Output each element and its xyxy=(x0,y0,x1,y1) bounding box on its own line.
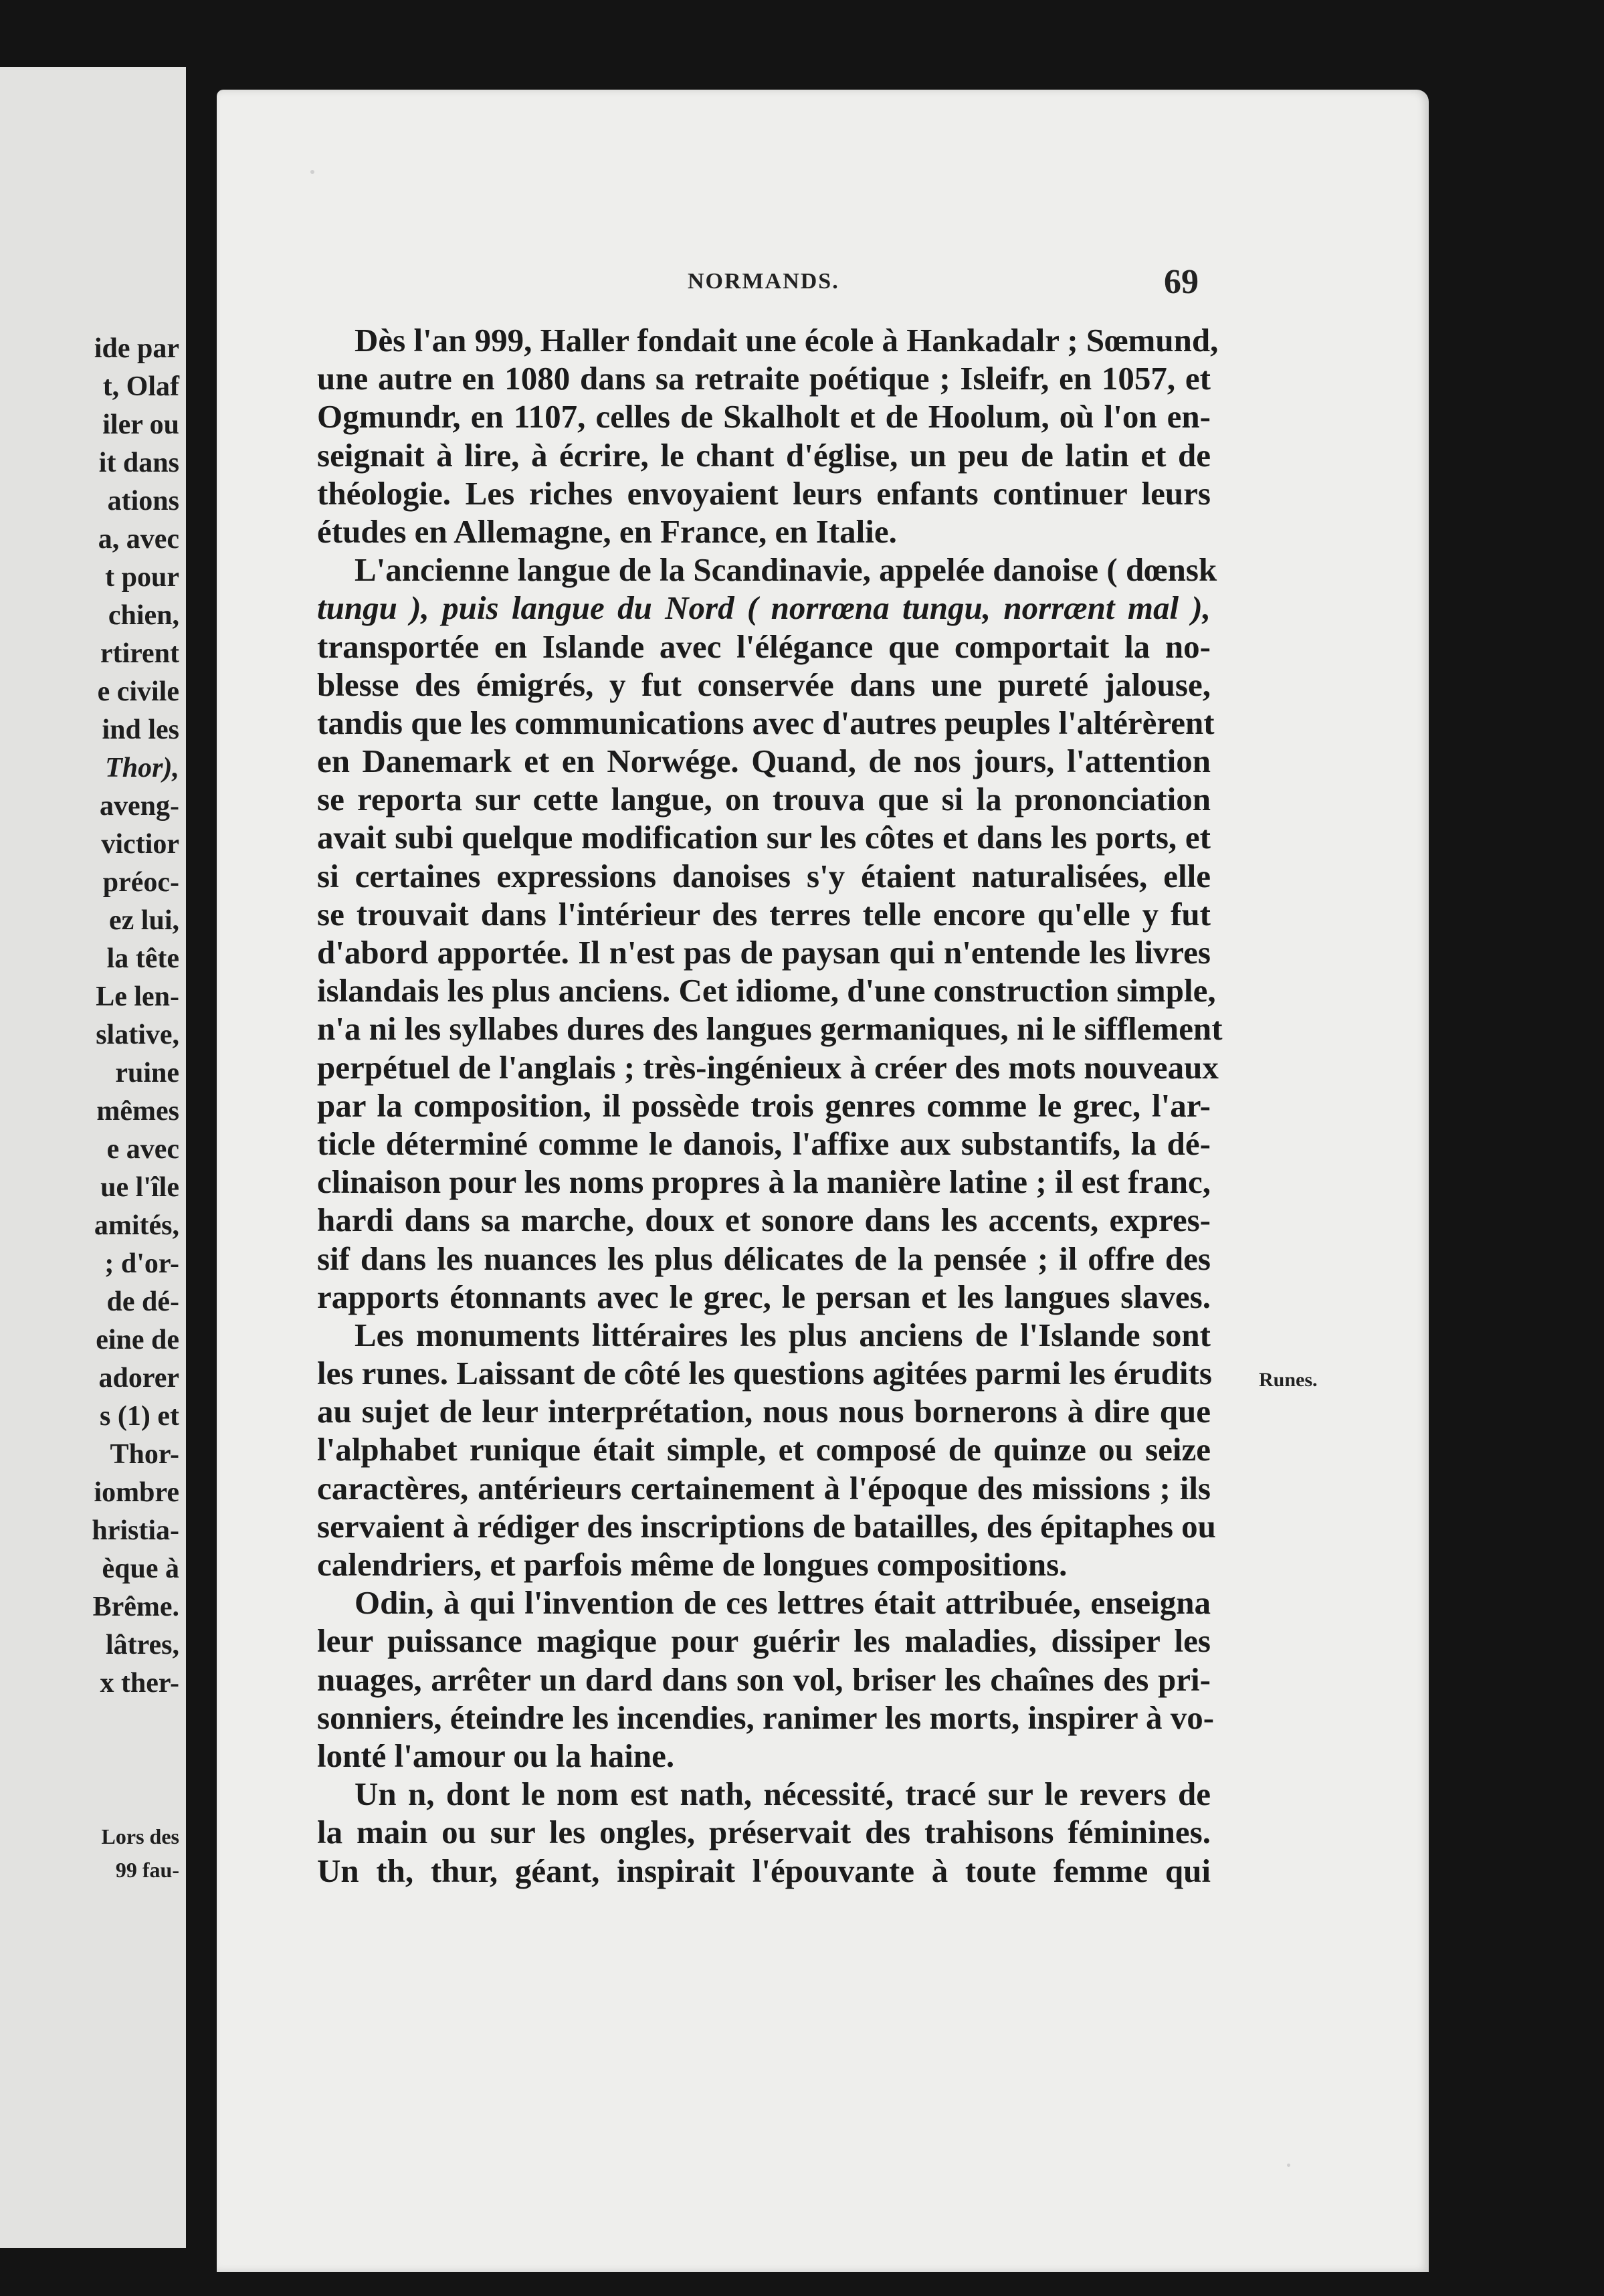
left-fragment: iler ou xyxy=(102,409,179,440)
left-fragment: ; d'or- xyxy=(104,1248,179,1279)
text-line: Dès l'an 999, Haller fondait une école à Hankadalr ; Sœmund, xyxy=(355,322,1219,359)
left-fragment: Le len- xyxy=(96,981,179,1012)
left-fragment: rtirent xyxy=(100,638,179,669)
left-fragment: t pour xyxy=(105,562,179,593)
text-line: sif dans les nuances les plus délicates de la pensée ; il offre des xyxy=(317,1240,1211,1277)
left-fragment: ez lui, xyxy=(109,905,179,936)
text-line: nuages, arrêter un dard dans son vol, briser les chaînes des pri- xyxy=(317,1660,1211,1698)
left-fragment: a, avec xyxy=(98,524,179,555)
left-fragment: adorer xyxy=(98,1363,179,1394)
text-line: se trouvait dans l'intérieur des terres telle encore qu'elle y fut xyxy=(317,895,1211,933)
left-fragment: ide par xyxy=(94,333,179,364)
text-line: Les monuments littéraires les plus anciens de l'Islande sont xyxy=(355,1316,1211,1353)
left-footnote-fragment: 99 fau- xyxy=(115,1858,179,1882)
running-title: NORMANDS. xyxy=(688,269,839,294)
left-fragment: e avec xyxy=(106,1134,179,1165)
page-number: 69 xyxy=(1164,263,1199,301)
left-fragment: x ther- xyxy=(100,1668,179,1699)
left-fragment: chien, xyxy=(108,600,179,631)
text-line: la main ou sur les ongles, préservait des trahisons féminines. xyxy=(317,1814,1211,1851)
left-fragment: Brême. xyxy=(92,1592,179,1622)
left-fragment: la tête xyxy=(106,943,179,974)
text-line: tandis que les communications avec d'autres peuples l'altérèrent xyxy=(317,704,1215,741)
text-line: leur puissance magique pour guérir les maladies, dissiper les xyxy=(317,1622,1211,1660)
text-line: études en Allemagne, en France, en Italie. xyxy=(317,512,897,550)
left-footnote-fragment: Lors des xyxy=(101,1824,179,1848)
text-line: par la composition, il possède trois genres comme le grec, l'ar- xyxy=(317,1086,1211,1124)
left-fragment: préoc- xyxy=(102,867,179,898)
text-line: lonté l'amour ou la haine. xyxy=(317,1737,675,1774)
left-fragment: de dé- xyxy=(106,1286,179,1317)
text-line: si certaines expressions danoises s'y étaient naturalisées, elle xyxy=(317,857,1211,894)
previous-page-edge xyxy=(0,67,186,2248)
text-line: l'alphabet runique était simple, et composé de quinze ou seize xyxy=(317,1431,1211,1468)
text-line: en Danemark et en Norwége. Quand, de nos jours, l'attention xyxy=(317,743,1211,780)
text-line: caractères, antérieurs certainement à l'époque des missions ; ils xyxy=(317,1469,1211,1507)
text-line: avait subi quelque modification sur les côtes et dans les ports, et xyxy=(317,819,1211,856)
text-line: Un n, dont le nom est nath, nécessité, tracé sur le revers de xyxy=(355,1776,1211,1813)
left-fragment: it dans xyxy=(98,448,179,478)
text-line: transportée en Islande avec l'élégance que comportait la no- xyxy=(317,628,1211,665)
text-line: blesse des émigrés, y fut conservée dans une pureté jalouse, xyxy=(317,666,1211,703)
left-fragment: iombre xyxy=(94,1477,179,1508)
text-line: au sujet de leur interprétation, nous nous bornerons à dire que xyxy=(317,1393,1211,1430)
text-line: rapports étonnants avec le grec, le persan et les langues slaves. xyxy=(317,1278,1211,1315)
left-fragment: eine de xyxy=(96,1325,179,1355)
text-line: théologie. Les riches envoyaient leurs enfants continuer leurs xyxy=(317,474,1211,512)
text-line: clinaison pour les noms propres à la manière latine ; il est franc, xyxy=(317,1163,1211,1201)
text-line: L'ancienne langue de la Scandinavie, appelée danoise ( dœnsk xyxy=(355,551,1217,589)
left-fragment: ations xyxy=(107,486,179,516)
margin-note: Runes. xyxy=(1259,1369,1318,1391)
text-line: Un th, thur, géant, inspirait l'épouvante à toute femme qui xyxy=(317,1852,1211,1889)
left-fragment: Thor- xyxy=(110,1439,179,1470)
left-fragment: ind les xyxy=(102,714,179,745)
text-line: ticle déterminé comme le danois, l'affixe aux substantifs, la dé- xyxy=(317,1125,1211,1162)
left-fragment: slative, xyxy=(96,1020,179,1050)
text-line: d'abord apportée. Il n'est pas de paysan qui n'entende les livres xyxy=(317,934,1211,971)
left-fragment: Thor), xyxy=(105,753,179,783)
text-line: seignait à lire, à écrire, le chant d'église, un peu de latin et de xyxy=(317,436,1211,474)
text-line: Ogmundr, en 1107, celles de Skalholt et de Hoolum, où l'on en- xyxy=(317,398,1211,436)
left-fragment: amités, xyxy=(94,1210,179,1241)
text-line: les runes. Laissant de côté les questions agitées parmi les érudits xyxy=(317,1355,1212,1392)
left-fragment: ruine xyxy=(115,1058,179,1088)
left-fragment: t, Olaf xyxy=(102,371,179,402)
text-line: sonniers, éteindre les incendies, ranimer les morts, inspirer à vo- xyxy=(317,1699,1215,1736)
left-fragment: ue l'île xyxy=(100,1172,179,1203)
left-fragment: e civile xyxy=(97,676,179,707)
text-line: servaient à rédiger des inscriptions de batailles, des épitaphes ou xyxy=(317,1507,1216,1545)
body-text xyxy=(317,321,1223,1890)
text-line: calendriers, et parfois même de longues compositions. xyxy=(317,1546,1068,1583)
text-line: se reporta sur cette langue, on trouva que si la prononciation xyxy=(317,781,1211,818)
left-fragment: hristia- xyxy=(92,1515,179,1546)
left-fragment: mêmes xyxy=(96,1096,179,1127)
text-line: une autre en 1080 dans sa retraite poétique ; Isleifr, en 1057, et xyxy=(317,360,1211,397)
left-fragment: s (1) et xyxy=(100,1401,179,1432)
text-line: Odin, à qui l'invention de ces lettres était attribuée, enseigna xyxy=(355,1584,1211,1622)
left-fragment: aveng- xyxy=(100,791,179,822)
text-line: hardi dans sa marche, doux et sonore dans les accents, expres- xyxy=(317,1202,1211,1239)
text-line: n'a ni les syllabes dures des langues germaniques, ni le sifflement xyxy=(317,1010,1223,1048)
text-line: islandais les plus anciens. Cet idiome, d'une construction simple, xyxy=(317,972,1216,1010)
left-fragment: lâtres, xyxy=(105,1630,179,1660)
text-line: tungu ), puis langue du Nord ( norrœna tungu, norrænt mal ), xyxy=(317,589,1211,627)
text-line: perpétuel de l'anglais ; très-ingénieux à créer des mots nouveaux xyxy=(317,1048,1219,1086)
left-fragment: èque à xyxy=(102,1553,179,1584)
left-fragment: victior xyxy=(101,829,179,860)
